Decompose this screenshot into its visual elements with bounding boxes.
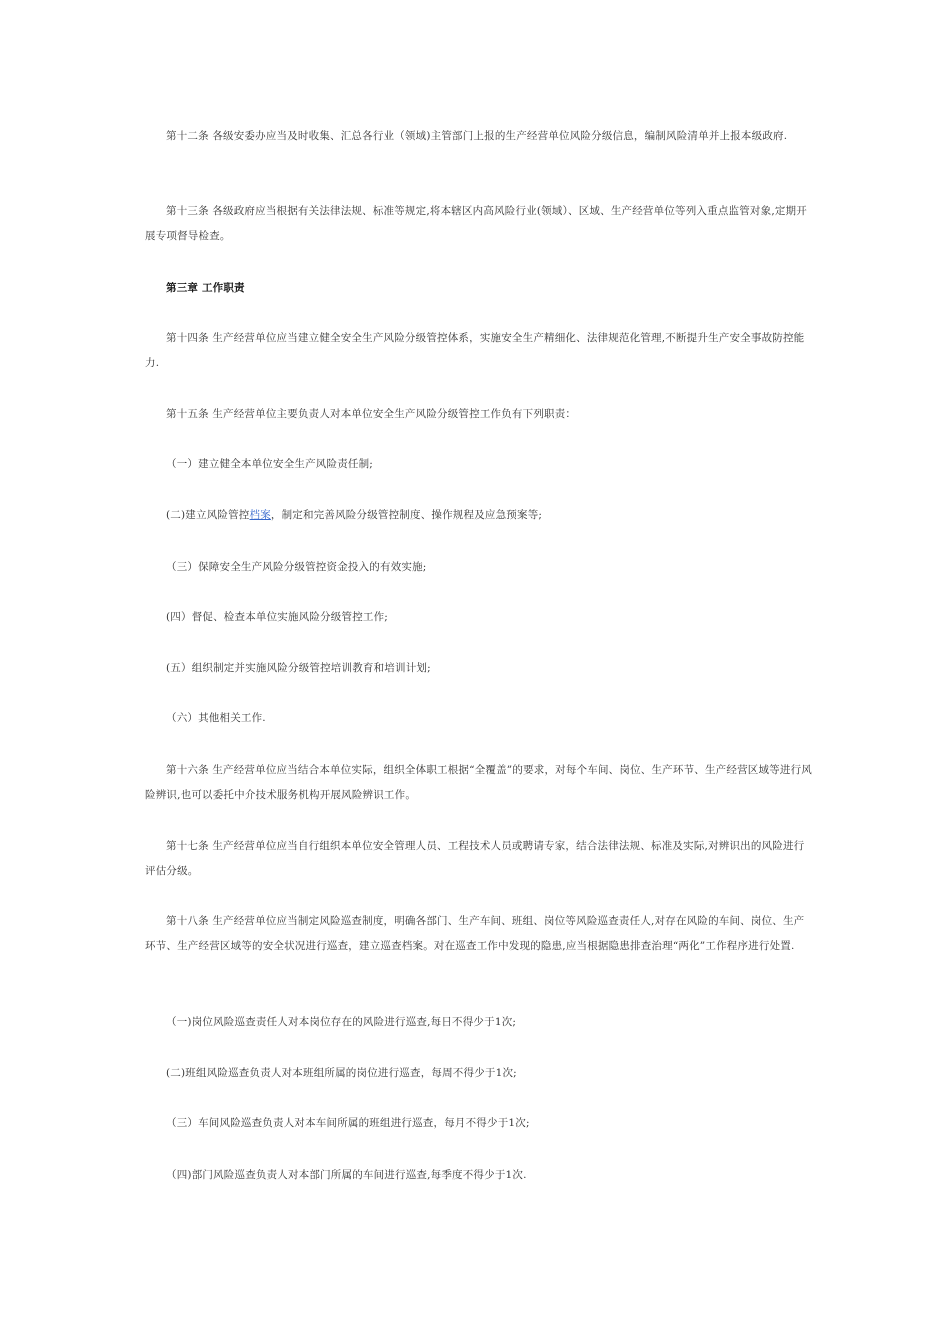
item-2-suffix: ，制定和完善风险分级管控制度、操作规程及应急预案等; <box>270 509 543 521</box>
article-18-item-2: (二)班组风险巡查负责人对本班组所属的岗位进行巡查，每周不得少于1次; <box>166 1067 517 1079</box>
chapter-heading: 第三章 工作职责 <box>166 282 245 294</box>
item-2-prefix: (二)建立风险管控 <box>166 509 250 521</box>
article-18: 第十八条 生产经营单位应当制定风险巡查制度，明确各部门、生产车间、班组、岗位等风险巡查责任人,对存在风险的车间、岗位、生产环节、生产经营区域等的安全状况进行巡查，建立巡查档案。对在巡查工作中发现的隐患,应当根据隐患排查治理“两化”工作程序进行处置. <box>145 915 805 952</box>
article-15-item-1: （一）建立健全本单位安全生产风险责任制; <box>166 458 374 470</box>
article-18-item-4: （四)部门风险巡查负责人对本部门所属的车间进行巡查,每季度不得少于1次. <box>166 1169 527 1181</box>
article-15-item-3: （三）保障安全生产风险分级管控资金投入的有效实施; <box>166 561 427 573</box>
article-14: 第十四条 生产经营单位应当建立健全安全生产风险分级管控体系，实施安全生产精细化、法律规范化管理,不断提升生产安全事故防控能力. <box>145 332 805 369</box>
archive-link[interactable]: 档案 <box>249 509 271 521</box>
article-16: 第十六条 生产经营单位应当结合本单位实际，组织全体职工根据“全覆盖”的要求，对每个车间、岗位、生产环节、生产经营区域等进行风险辨识,也可以委托中介技术服务机构开展风险辨识工作。 <box>145 764 812 801</box>
article-15: 第十五条 生产经营单位主要负责人对本单位安全生产风险分级管控工作负有下列职责： <box>166 408 577 420</box>
article-15-item-6: （六）其他相关工作. <box>166 712 266 724</box>
article-12: 第十二条 各级安委办应当及时收集、汇总各行业（领域)主管部门上报的生产经营单位风险分级信息，编制风险清单并上报本级政府. <box>166 130 788 142</box>
article-18-item-1: （一)岗位风险巡查责任人对本岗位存在的风险进行巡查,每日不得少于1次; <box>166 1016 517 1028</box>
article-13: 第十三条 各级政府应当根据有关法律法规、标准等规定,将本辖区内高风险行业(领域）、区域、生产经营单位等列入重点监管对象,定期开展专项督导检查。 <box>145 205 807 242</box>
article-15-item-5: (五）组织制定并实施风险分级管控培训教育和培训计划; <box>166 662 431 674</box>
article-15-item-4: (四）督促、检查本单位实施风险分级管控工作; <box>166 611 389 623</box>
article-15-item-2 <box>166 503 816 528</box>
article-17: 第十七条 生产经营单位应当自行组织本单位安全管理人员、工程技术人员或聘请专家，结合法律法规、标准及实际,对辨识出的风险进行评估分级。 <box>145 840 805 877</box>
article-18-item-3: （三）车间风险巡查负责人对本车间所属的班组进行巡查，每月不得少于1次; <box>166 1117 530 1129</box>
